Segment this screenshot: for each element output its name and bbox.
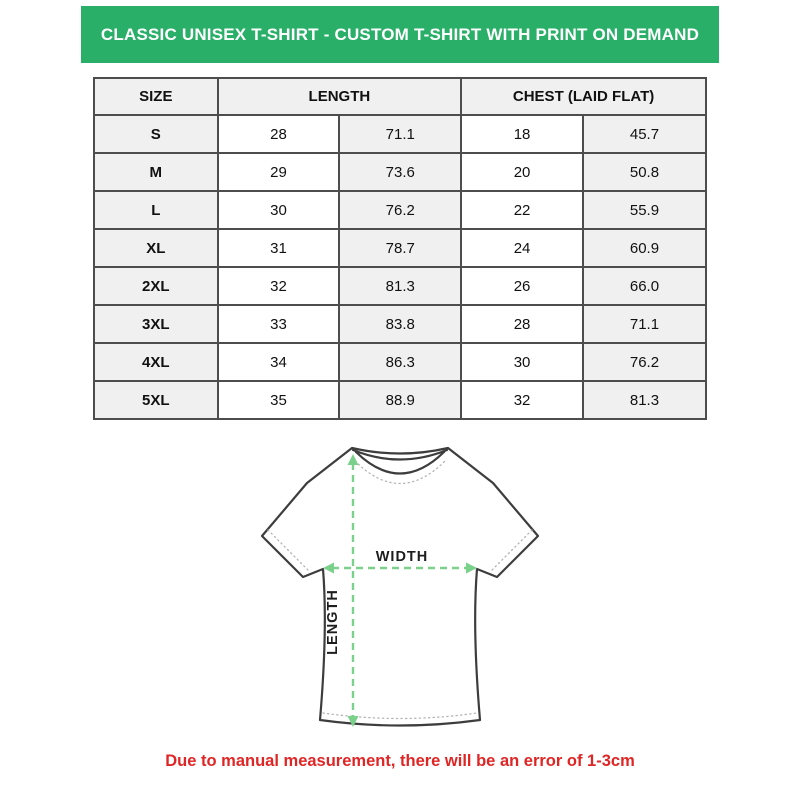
length-inches-cell: 35 xyxy=(218,381,340,419)
length-inches-cell: 28 xyxy=(218,115,340,153)
size-row xyxy=(94,381,706,419)
chest-inches-cell: 20 xyxy=(461,153,583,191)
chest-cm-cell: 60.9 xyxy=(583,229,706,267)
length-inches-cell: 31 xyxy=(218,229,340,267)
tshirt-diagram xyxy=(240,433,560,743)
column-header-chest: CHEST (LAID FLAT) xyxy=(461,78,706,115)
size-cell: M xyxy=(94,153,218,191)
size-cell: 5XL xyxy=(94,381,218,419)
column-header-size: SIZE xyxy=(94,78,218,115)
chest-inches-cell: 30 xyxy=(461,343,583,381)
size-row xyxy=(94,229,706,267)
length-cm-cell: 88.9 xyxy=(339,381,461,419)
width-label: WIDTH xyxy=(375,549,429,565)
size-row xyxy=(94,115,706,153)
size-row xyxy=(94,191,706,229)
chest-inches-cell: 26 xyxy=(461,267,583,305)
size-cell: 4XL xyxy=(94,343,218,381)
size-row xyxy=(94,343,706,381)
product-title: CLASSIC UNISEX T-SHIRT - CUSTOM T-SHIRT WITH PRINT ON DEMAND xyxy=(100,24,700,44)
chest-cm-cell: 71.1 xyxy=(583,305,706,343)
length-cm-cell: 83.8 xyxy=(339,305,461,343)
length-cm-cell: 73.6 xyxy=(339,153,461,191)
size-cell: L xyxy=(94,191,218,229)
length-cm-cell: 78.7 xyxy=(339,229,461,267)
size-row xyxy=(94,267,706,305)
chest-inches-cell: 28 xyxy=(461,305,583,343)
chest-cm-cell: 81.3 xyxy=(583,381,706,419)
chest-inches-cell: 22 xyxy=(461,191,583,229)
length-inches-cell: 34 xyxy=(218,343,340,381)
length-cm-cell: 76.2 xyxy=(339,191,461,229)
chest-cm-cell: 66.0 xyxy=(583,267,706,305)
size-row xyxy=(94,305,706,343)
column-header-length: LENGTH xyxy=(218,78,462,115)
size-table-body xyxy=(94,115,706,419)
size-cell: XL xyxy=(94,229,218,267)
length-inches-cell: 29 xyxy=(218,153,340,191)
chest-inches-cell: 24 xyxy=(461,229,583,267)
length-cm-cell: 86.3 xyxy=(339,343,461,381)
size-chart-table xyxy=(93,77,707,420)
product-title-banner xyxy=(81,6,719,63)
table-header-row xyxy=(94,78,706,115)
chest-cm-cell: 55.9 xyxy=(583,191,706,229)
chest-cm-cell: 45.7 xyxy=(583,115,706,153)
tshirt-outline-icon xyxy=(262,448,538,726)
size-cell: S xyxy=(94,115,218,153)
chest-inches-cell: 32 xyxy=(461,381,583,419)
measurement-note: Due to manual measurement, there will be an error of 1-3cm xyxy=(165,752,635,770)
length-inches-cell: 33 xyxy=(218,305,340,343)
size-cell: 2XL xyxy=(94,267,218,305)
chest-cm-cell: 76.2 xyxy=(583,343,706,381)
length-inches-cell: 30 xyxy=(218,191,340,229)
length-cm-cell: 71.1 xyxy=(339,115,461,153)
chest-inches-cell: 18 xyxy=(461,115,583,153)
length-cm-cell: 81.3 xyxy=(339,267,461,305)
length-label: LENGTH xyxy=(325,589,341,655)
length-inches-cell: 32 xyxy=(218,267,340,305)
size-row xyxy=(94,153,706,191)
chest-cm-cell: 50.8 xyxy=(583,153,706,191)
size-cell: 3XL xyxy=(94,305,218,343)
